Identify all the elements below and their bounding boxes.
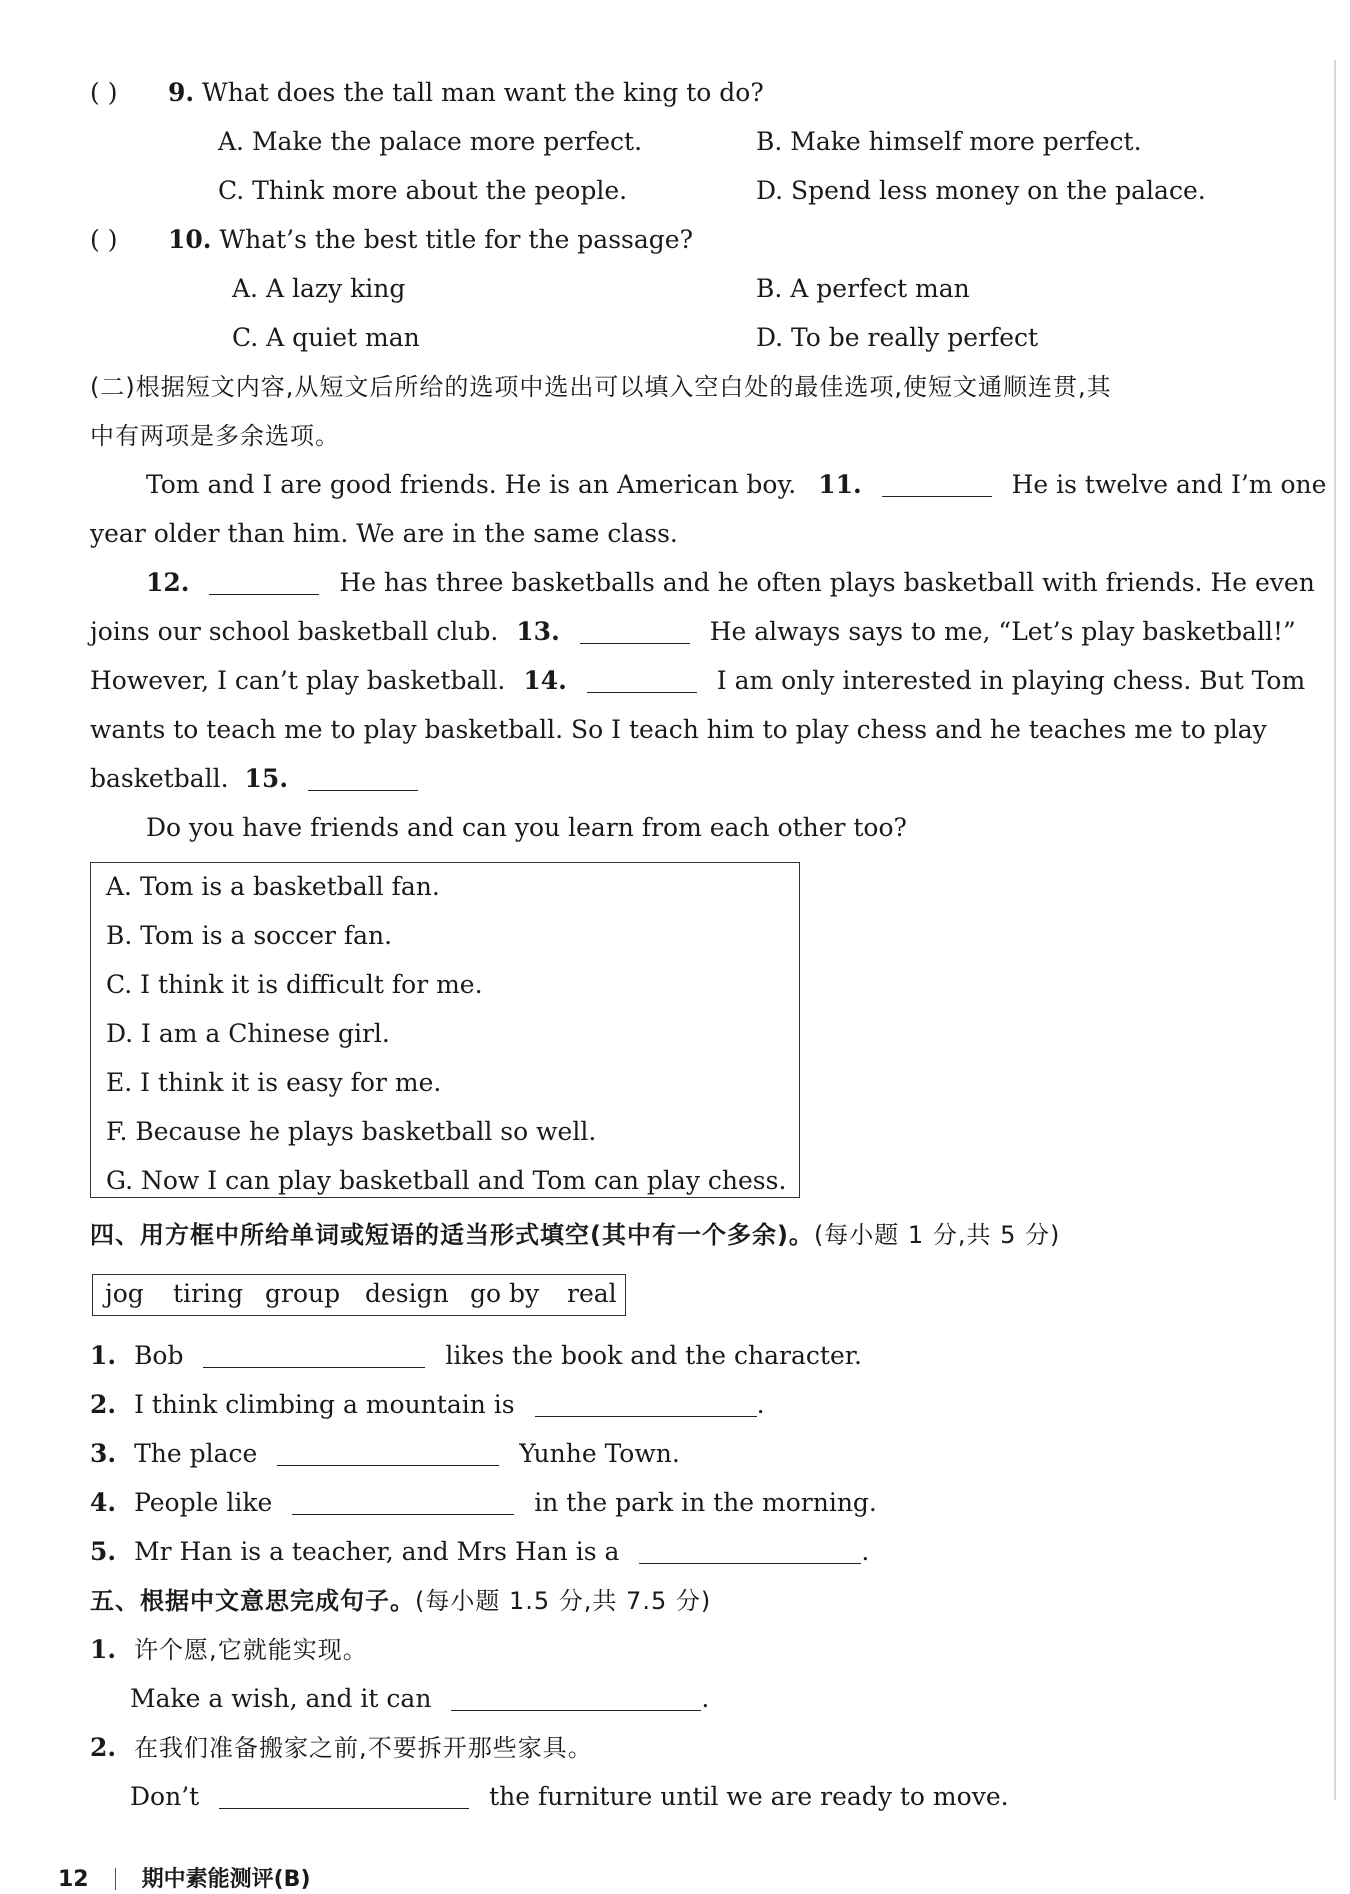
fill-item-4: 4. People like in the park in the morning. bbox=[90, 1488, 877, 1517]
passage-line: However, I can’t play basketball. 14. I am only interested in playing chess. But Tom bbox=[90, 666, 1306, 695]
cloze-instruction-cont: 中有两项是多余选项。 bbox=[90, 422, 340, 450]
question-number: 9. bbox=[167, 78, 195, 107]
cloze-instruction: (二)根据短文内容,从短文后所给的选项中选出可以填入空白处的最佳选项,使短文通顺连贯,其 bbox=[90, 373, 1112, 401]
blank-number: 13. bbox=[516, 617, 560, 646]
question-number: 10. bbox=[167, 225, 212, 254]
word: group bbox=[265, 1279, 341, 1308]
fill-item-3: 3. The place Yunhe Town. bbox=[90, 1439, 680, 1468]
blank-number: 11. bbox=[818, 470, 862, 499]
passage-line: joins our school basketball club. 13. He always says to me, “Let’s play basketball!” bbox=[90, 617, 1296, 646]
answer-blank[interactable] bbox=[277, 1439, 499, 1466]
answer-blank[interactable] bbox=[535, 1390, 757, 1417]
answer-blank[interactable] bbox=[639, 1537, 861, 1564]
translate-item-1-sentence: Make a wish, and it can . bbox=[130, 1684, 710, 1713]
page-footer bbox=[58, 1868, 311, 1892]
option-a: A. A lazy king bbox=[232, 274, 406, 303]
word: jog bbox=[105, 1279, 144, 1308]
translate-item-1-prompt: 1. 许个愿,它就能实现。 bbox=[90, 1635, 368, 1664]
question-10 bbox=[90, 223, 693, 257]
answer-blank[interactable] bbox=[451, 1684, 701, 1711]
section-score: (每小题 1 分,共 5 分) bbox=[813, 1221, 1061, 1249]
passage-line: wants to teach me to play basketball. So I teach him to play chess and he teaches me to play bbox=[90, 715, 1267, 744]
word: real bbox=[567, 1279, 617, 1308]
box-option-b: B. Tom is a soccer fan. bbox=[106, 921, 393, 950]
word-box bbox=[92, 1274, 626, 1316]
page-number: 12 bbox=[58, 1867, 89, 1892]
blank-12[interactable] bbox=[209, 568, 319, 595]
question-stem: What does the tall man want the king to do? bbox=[202, 78, 764, 107]
section-score: (每小题 1.5 分,共 7.5 分) bbox=[415, 1587, 712, 1615]
option-b: B. A perfect man bbox=[756, 274, 970, 303]
box-option-a: A. Tom is a basketball fan. bbox=[106, 872, 440, 901]
fill-item-2: 2. I think climbing a mountain is . bbox=[90, 1390, 765, 1419]
fill-item-1: 1. Bob likes the book and the character. bbox=[90, 1341, 862, 1370]
translate-item-2-prompt: 2. 在我们准备搬家之前,不要拆开那些家具。 bbox=[90, 1733, 593, 1762]
question-stem: What’s the best title for the passage? bbox=[219, 225, 693, 254]
section-5-heading: 五、根据中文意思完成句子。(每小题 1.5 分,共 7.5 分) bbox=[90, 1587, 712, 1615]
answer-blank[interactable] bbox=[219, 1782, 469, 1809]
answer-bracket[interactable]: ( ) bbox=[90, 78, 118, 107]
passage-line: basketball. 15. bbox=[90, 762, 418, 796]
answer-blank[interactable] bbox=[203, 1341, 425, 1368]
option-d: D. Spend less money on the palace. bbox=[756, 176, 1206, 205]
box-option-c: C. I think it is difficult for me. bbox=[106, 970, 483, 999]
box-option-e: E. I think it is easy for me. bbox=[106, 1068, 442, 1097]
box-option-f: F. Because he plays basketball so well. bbox=[106, 1117, 597, 1146]
blank-number: 14. bbox=[523, 666, 567, 695]
word: tiring bbox=[173, 1279, 244, 1308]
option-d: D. To be really perfect bbox=[756, 323, 1039, 352]
answer-bracket[interactable]: ( ) bbox=[90, 225, 118, 254]
word: go by bbox=[470, 1279, 540, 1308]
question-9 bbox=[90, 76, 764, 110]
option-a: A. Make the palace more perfect. bbox=[218, 127, 643, 156]
blank-15[interactable] bbox=[308, 764, 418, 791]
footer-title: 期中素能测评(B) bbox=[141, 1867, 311, 1892]
blank-13[interactable] bbox=[580, 617, 690, 644]
passage-line: Do you have friends and can you learn from each other too? bbox=[146, 813, 907, 842]
option-b: B. Make himself more perfect. bbox=[756, 127, 1142, 156]
fill-item-5: 5. Mr Han is a teacher, and Mrs Han is a . bbox=[90, 1537, 870, 1566]
blank-number: 15. bbox=[244, 764, 289, 793]
blank-14[interactable] bbox=[587, 666, 697, 693]
option-c: C. A quiet man bbox=[232, 323, 420, 352]
box-option-d: D. I am a Chinese girl. bbox=[106, 1019, 390, 1048]
passage-line: Tom and I are good friends. He is an American boy. 11. He is twelve and I’m one bbox=[146, 470, 1327, 499]
option-c: C. Think more about the people. bbox=[218, 176, 628, 205]
passage-line: year older than him. We are in the same class. bbox=[90, 519, 678, 548]
passage-line: 12. He has three basketballs and he often plays basketball with friends. He even bbox=[146, 568, 1315, 597]
blank-11[interactable] bbox=[882, 470, 992, 497]
word: design bbox=[365, 1279, 449, 1308]
page-edge-shadow bbox=[1334, 60, 1336, 1800]
section-4-heading: 四、用方框中所给单词或短语的适当形式填空(其中有一个多余)。(每小题 1 分,共 5 分) bbox=[90, 1221, 1061, 1249]
answer-blank[interactable] bbox=[292, 1488, 514, 1515]
footer-divider bbox=[115, 1868, 116, 1890]
box-option-g: G. Now I can play basketball and Tom can play chess. bbox=[106, 1166, 787, 1195]
blank-number: 12. bbox=[146, 568, 190, 597]
translate-item-2-sentence: Don’t the furniture until we are ready to move. bbox=[130, 1782, 1009, 1811]
